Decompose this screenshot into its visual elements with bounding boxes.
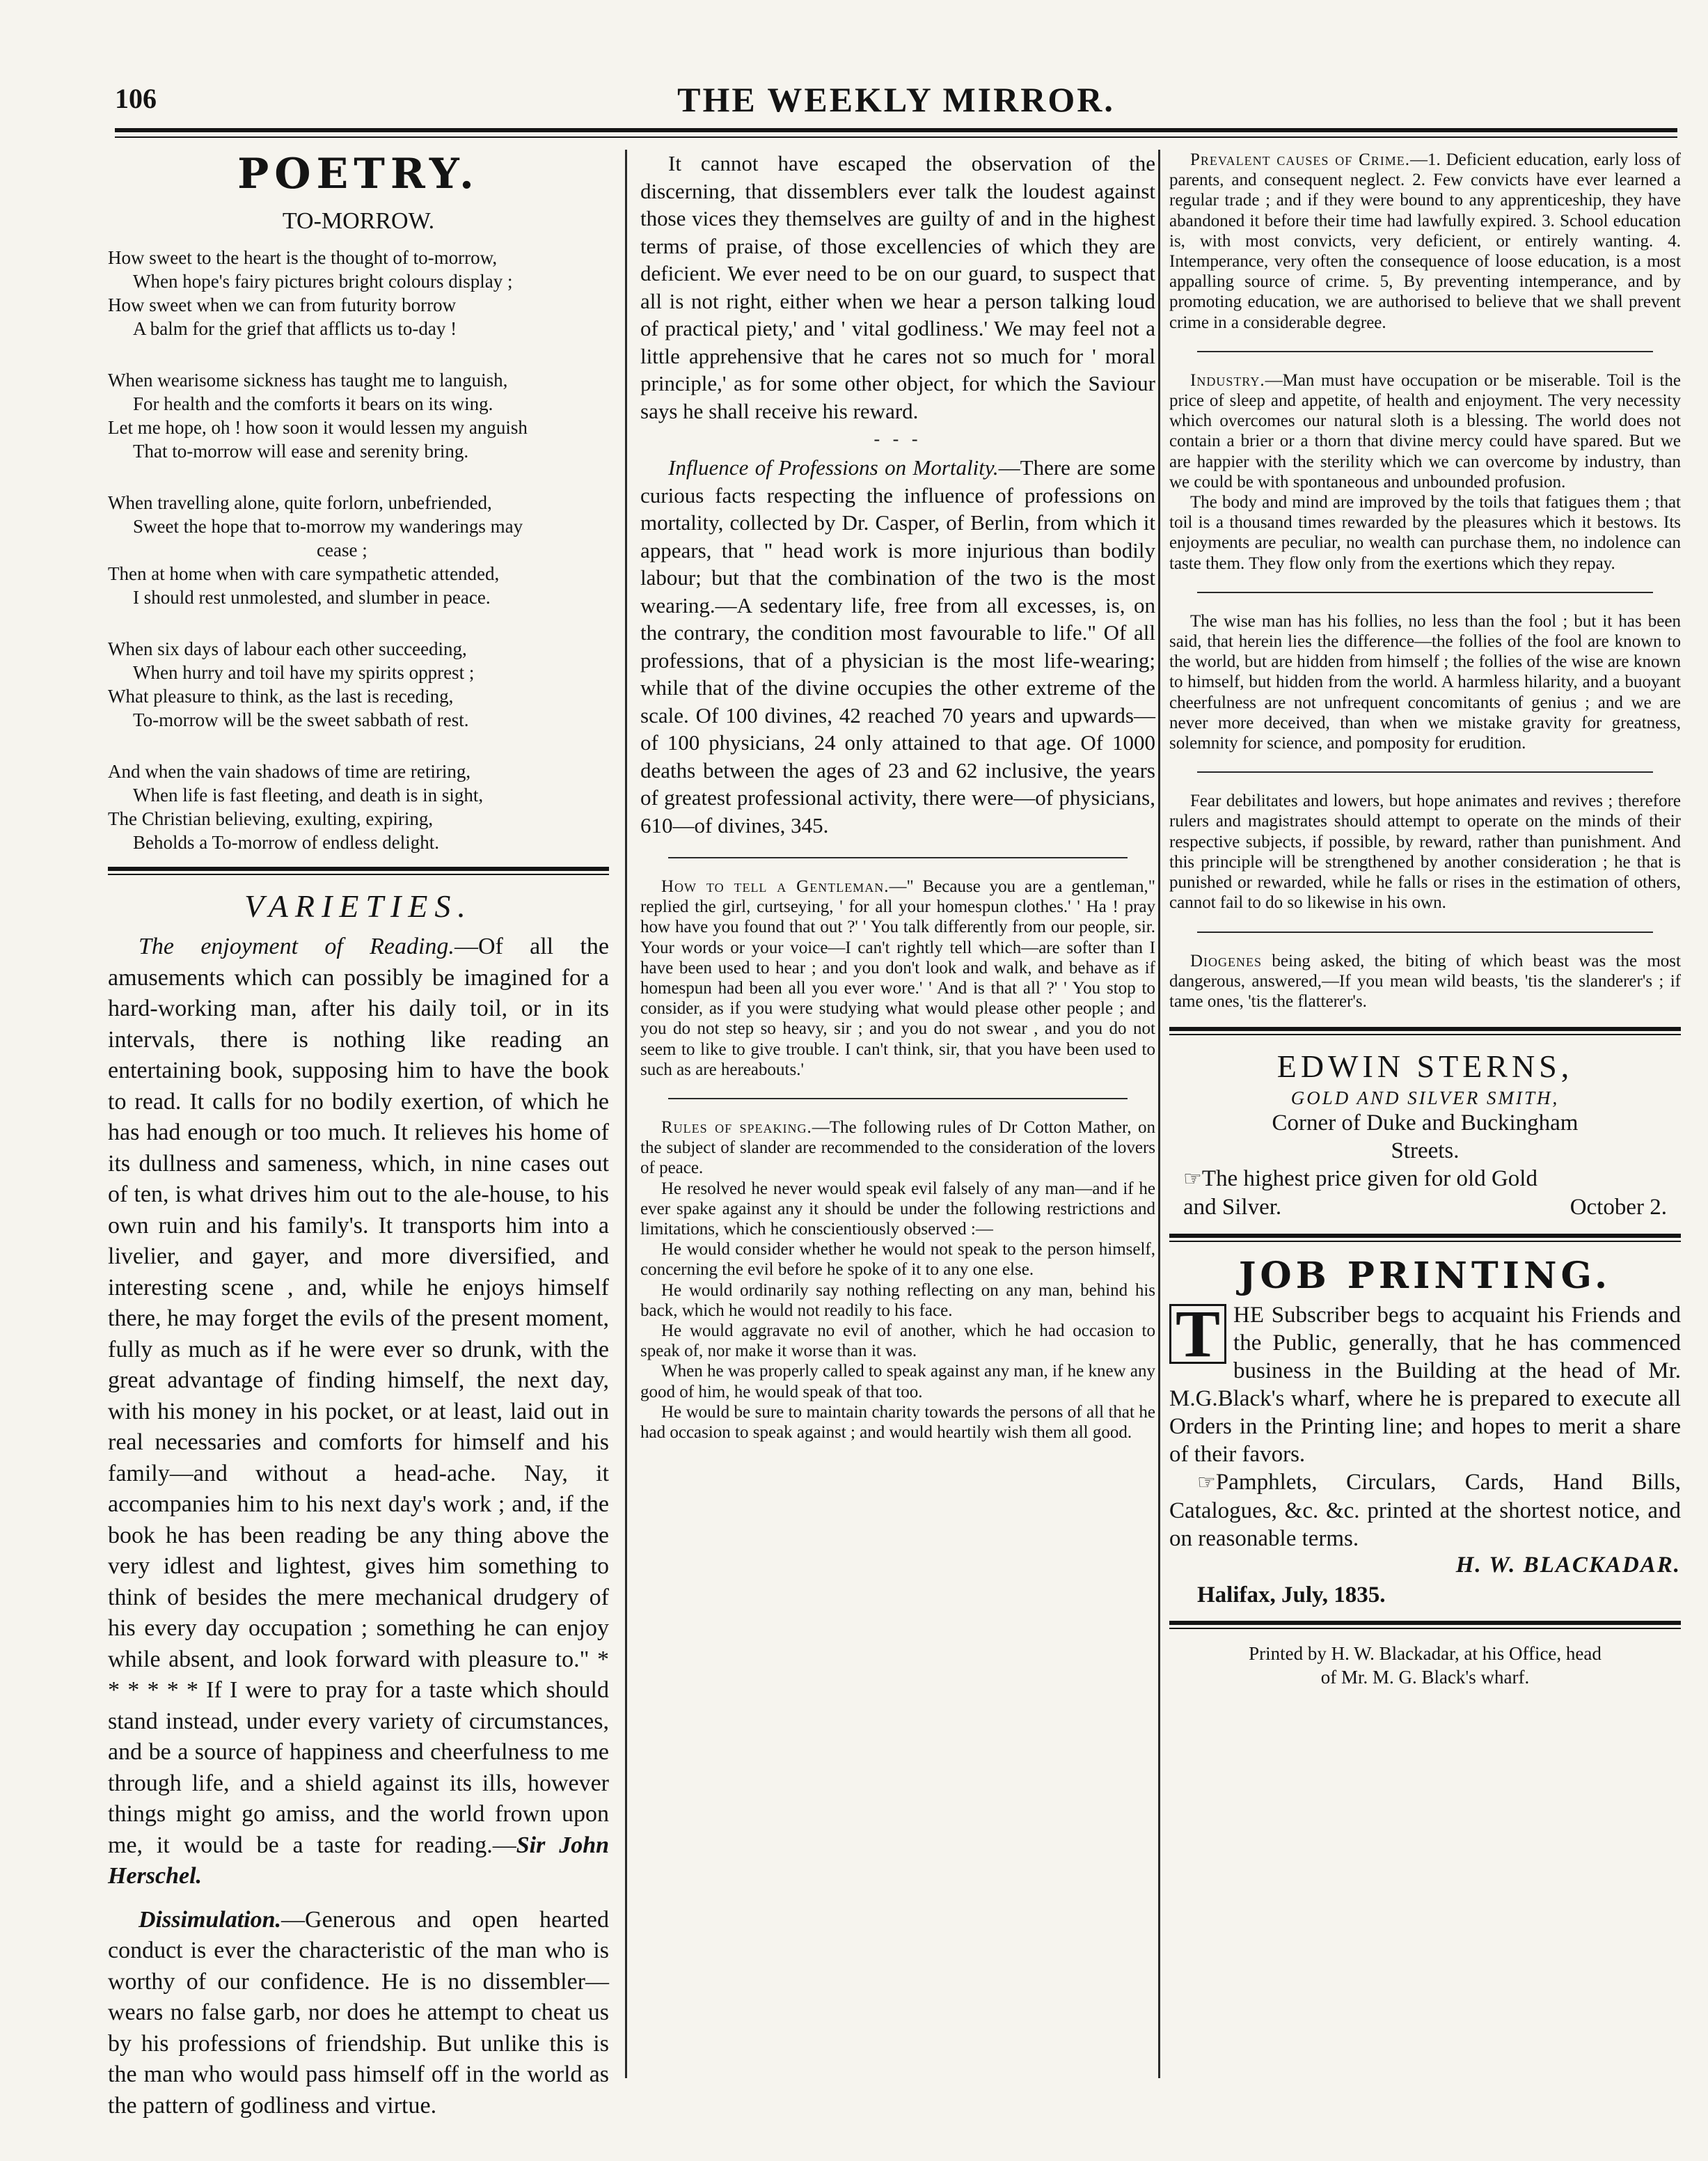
section-rule [1169, 1621, 1681, 1629]
printer-imprint: Printed by H. W. Blackadar, at his Office, head [1249, 1643, 1602, 1665]
verse-line: When wearisome sickness has taught me to languish, [108, 370, 508, 391]
advert-trade: GOLD AND SILVER SMITH, [1290, 1087, 1560, 1109]
column-divider [1158, 150, 1160, 2078]
column-middle [640, 150, 1155, 1443]
speaking-rule: When he was properly called to speak against any man, if he knew any good of him, he would speak of that too. [640, 1362, 1155, 1401]
article-wise-man: The wise man has his follies, no less than the fool ; but it has been said, that herein lies the difference—the follies of the fool are known to the world, but are hidden from himself ; the follies of the wise are known to himself, but hidden from the world. A harmless hilarity, and a buoyant cheerfulness are not unfrequent concomitants of genius ; and we are never more deceived, than when we mistake gravity for greatness, solemnity for science, and pomposity for erudition. [1169, 611, 1681, 753]
article-gentleman [640, 877, 1155, 1080]
verse-line: That to-morrow will ease and serenity bring. [133, 441, 469, 462]
column-left [108, 150, 609, 2121]
advert-sterns [1169, 1048, 1681, 1221]
article-text: —Generous and open hearted conduct is ever the characteristic of the man who is worthy of our confidence. He is no dissembler—wears no false garb, nor does he attempt to cheat us by his professions of friendship. But unlike this is the man who would pass himself off in the world as the pattern of godliness and virtue. [108, 1906, 609, 2119]
advert-signature: H. W. BLACKADAR. [1455, 1553, 1681, 1578]
article-heading: Prevalent causes of Crime. [1190, 150, 1410, 169]
article-heading: Dissimulation. [139, 1906, 282, 1933]
verse-line: And when the vain shadows of time are retiring, [108, 761, 471, 782]
verse-line: When life is fast fleeting, and death is in sight, [133, 785, 484, 806]
article-heading: Diogenes [1190, 951, 1263, 971]
verse-line: A balm for the grief that afflicts us to-day ! [133, 318, 457, 339]
verse-line: The Christian believing, exulting, expiring, [108, 808, 434, 829]
article-dissimulation-cont: It cannot have escaped the observation of the discerning, that dissemblers ever talk the loudest against those vices they themselves are guilty of and in the highest terms of praise, of those excellencies of which they are deficient. We ever need to be on our guard, to suspect that all is not right, either when we hear a person talking loud of practical piety,' and ' vital godliness.' We may feel not a little apprehensive that he cares not so much for ' moral principle,' as for some other object, for which the Saviour says he shall receive his reward. [640, 151, 1155, 423]
verse-line: When travelling alone, quite forlorn, unbefriended, [108, 492, 492, 513]
poem-stanza [108, 246, 609, 340]
speaking-rule: He would consider whether he would not speak to the person himself, concerning the evil before he spoke of it to any one else. [640, 1240, 1155, 1280]
advert-offer: ☞The highest price given for old Gold [1183, 1166, 1537, 1192]
verse-line: Sweet the hope that to-morrow my wanderings may [133, 516, 523, 537]
poem-stanza [108, 368, 609, 463]
poetry-heading: POETRY. [237, 150, 480, 198]
verse-line: For health and the comforts it bears on its wing. [133, 393, 493, 414]
verse-line: How sweet to the heart is the thought of to-morrow, [108, 247, 498, 268]
advert-offer: and Silver. [1183, 1195, 1282, 1220]
article-dissimulation [108, 1905, 609, 2122]
article-industry-cont: The body and mind are improved by the toils that fatigues them ; that toil is a thousand times rewarded by the pleasures which it bestows. Its enjoyments are peculiar, no wealth can purchase them, no indolence can taste them. They flow only from the exertions which they repay. [1169, 493, 1681, 573]
poem-stanza [108, 760, 609, 854]
page-header [115, 75, 1677, 124]
verse-line: cease ; [317, 540, 367, 560]
advert-text: ☞Pamphlets, Circulars, Cards, Hand Bills, Catalogues, &c. &c. printed at the shortest notice, and on reasonable terms. [1169, 1470, 1681, 1552]
header-rule-thin [115, 136, 1677, 138]
article-fear: Fear debilitates and lowers, but hope animates and revives ; therefore rulers and magistrates should attempt to operate on the minds of their respective subjects, if possible, by reward, rather than punishment. And this principle will be strengthened by another consideration ; he that is punished or rewarded, while he falls or rises in the estimation of others, cannot fail to do so likewise in his own. [1169, 792, 1681, 913]
article-speaking [640, 1117, 1155, 1179]
section-rule [1197, 592, 1653, 593]
article-text: being asked, the biting of which beast was the most dangerous, answered,—If you mean wild beasts, 'tis the slanderer's ; if tame ones, 'tis the flatterer's. [1169, 951, 1681, 1011]
masthead: THE WEEKLY MIRROR. [677, 80, 1115, 119]
article-text: —1. Deficient education, early loss of parents, and consequent neglect. 2. Few convicts have ever learned a regular trade ; and if they were bound to any apprenticeship, they have abandoned it before their time had lawfully expired. 3. School education is, with most convicts, very deficient, or entirely wanting. 4. Intemperance, very often the consequence of loose education, is a most appalling source of crime. 5, By preventing intemperance, and by promoting education, we are authorised to believe that we shall prevent crime in a considerable degree. [1169, 150, 1681, 332]
printer-imprint: of Mr. M. G. Black's wharf. [1320, 1667, 1530, 1688]
section-rule [108, 867, 609, 875]
article-text: —" Because you are a gentleman," replied the girl, curtseying, ' for all your homespun clothes.' ' Ha ! pray how have you found that out ?' ' You talk differently from our people, sir. Your words or your voice—I can't rightly tell which—are softer than I have been used to hear ; and you don't look and walk, and behave as if homespun had been all you ever wore.' ' And is that all ?' ' You stop to consider, as if you were studying what would please other people ; and you do not step so heavy, sir ; and you do not swear , and you do not seem to like to give trouble. I can't think, sir, that you have been used to such as are hereabouts.' [640, 877, 1155, 1079]
separator: - - - [873, 429, 922, 449]
article-diogenes [1169, 951, 1681, 1012]
advert-job-printing [1169, 1255, 1681, 1608]
verse-line: Beholds a To-morrow of endless delight. [133, 832, 440, 853]
speaking-rule: He would aggravate no evil of another, which he had occasion to speak of, nor make it worse than it was. [640, 1321, 1155, 1361]
article-heading: Influence of Professions on Mortality. [668, 455, 999, 480]
verse-line: How sweet when we can from futurity borrow [108, 294, 457, 315]
verse-line: Let me hope, oh ! how soon it would lessen my anguish [108, 417, 528, 438]
advert-name: EDWIN STERNS, [1276, 1048, 1574, 1085]
poem-stanza [108, 637, 609, 732]
advert-address: Streets. [1391, 1138, 1460, 1164]
speaking-rule: He would ordinarily say nothing reflecting on any man, behind his back, which he would not readily to his face. [640, 1280, 1155, 1320]
article-mortality [640, 454, 1155, 839]
article-author: Sir John Herschel. [108, 1832, 610, 1889]
verse-line: What pleasure to think, as the last is receding, [108, 686, 454, 707]
poem-stanza [108, 491, 609, 609]
section-rule [668, 1098, 1128, 1099]
section-rule [668, 857, 1128, 858]
section-rule [1197, 351, 1653, 352]
advert-date: October 2. [1569, 1195, 1667, 1220]
advert-address: Corner of Duke and Buckingham [1272, 1110, 1579, 1136]
article-crime [1169, 150, 1681, 333]
column-divider [625, 150, 627, 2078]
article-text: —Man must have occupation or be miserable. Toil is the price of sleep and appetite, of health and enjoyment. The very necessity which overcomes our natural sloth is a blessing. The world does not contain a brier or a thorn that divine mercy could have spared. But we are happier with the sterility which we can overcome by industry, than we could be with spontaneous and unbounded profusion. [1169, 370, 1681, 492]
article-industry [1169, 370, 1681, 492]
section-rule [1197, 771, 1653, 773]
advert-heading: JOB PRINTING. [1238, 1255, 1612, 1298]
article-heading: The enjoyment of Reading. [139, 934, 454, 959]
poem-title: TO-MORROW. [282, 208, 435, 234]
article-text: —The following rules of Dr Cotton Mather, on the subject of slander are recommended to the consideration of the lovers of peace. [640, 1118, 1155, 1178]
article-text: —Of all the amusements which can possibly be imagined for a hard-working man, after his daily toil, or in its intervals, there is nothing like reading an entertaining book, supposing him to have the book to read. It calls for no bodily exertion, of which he has had enough or too much. It relieves his home of its dullness and sameness, which, in nine cases out of ten, is what drives him out to the ale-house, to his own ruin and his family's. It transports him into a livelier, and gayer, and more diversified, and interesting scene , and, while he enjoys himself there, he may forget the evils of the present moment, fully as much as if he were ever so drunk, with the great advantage of finding himself, the next day, with his money in his pocket, or at least, laid out in real necessaries and comforts for himself and his family—and without a head-ache. Nay, it accompanies him to his next day's work ; and, if the book he has been reading be any thing above the very idlest and lightest, gives him something to think of besides the mere mechanical drudgery of his every day occupation ; something he can enjoy while absent, and look forward with pleasure to." * * * * * * If I were to pray for a taste which should stand instead, under every variety of circumstances, and be a source of happiness and cheerfulness to me through life, and a shield against its ills, however things might go amiss, and the world frown upon me, it would be a taste for reading.— [108, 934, 609, 1858]
verse-line: When six days of labour each other succeeding, [108, 638, 467, 659]
verse-line: When hope's fairy pictures bright colours display ; [133, 271, 513, 292]
drop-cap: T [1169, 1304, 1226, 1364]
verse-line: I should rest unmolested, and slumber in peace. [133, 587, 491, 608]
article-heading: Rules of speaking. [661, 1118, 812, 1138]
advert-text: T HE Subscriber begs to acquaint his Friends and the Public, generally, that he has commenced business in the Building at the head of Mr. M.G.Black's wharf, where he is prepared to execute all Orders in the Printing line; and hopes to merit a share of their favors. [1169, 1296, 1681, 1468]
advert-offer-row [1169, 1193, 1681, 1221]
article-heading: Industry. [1190, 370, 1265, 390]
section-rule [1197, 932, 1653, 933]
header-rule [115, 128, 1677, 132]
article-reading [108, 932, 609, 1892]
verse-line: When hurry and toil have my spirits opprest ; [133, 662, 475, 683]
varieties-heading: VARIETIES. [244, 888, 473, 924]
speaking-rule: He would be sure to maintain charity towards the persons of all that he had occasion to speak against ; and would heartily wish them all good. [640, 1402, 1155, 1443]
pointing-hand-icon: ☞ [1183, 1168, 1202, 1191]
pointing-hand-icon: ☞ [1197, 1471, 1216, 1495]
speaking-rule: He resolved he never would speak evil falsely of any man—and if he ever spake against any it should be under the following restrictions and limitations, which he conscientiously observed :— [640, 1179, 1155, 1239]
verse-line: Then at home when with care sympathetic attended, [108, 563, 500, 584]
advert-dateline: Halifax, July, 1835. [1197, 1582, 1386, 1608]
column-right [1169, 150, 1681, 1689]
article-heading: How to tell a Gentleman. [661, 877, 889, 896]
verse-line: To-morrow will be the sweet sabbath of rest. [133, 709, 469, 730]
section-rule [1169, 1027, 1681, 1035]
article-text: —There are some curious facts respecting the influence of professions on mortality, collected by Dr. Casper, of Berlin, from which it appears, that " head work is more injurious than bodily labour; but that the combination of the two is the most wearing.—A sedentary life, free from all excesses, is, on the contrary, the condition most favourable to life." Of all professions, that of a physician is the most life-wearing; while that of the divine occupies the other extreme of the scale. Of 100 divines, 42 reached 70 years and upwards—of 100 physicians, 24 only attained to that age. Of 1000 deaths between the ages of 23 and 62 inclusive, the years of greatest professional activity, there were—of physicians, 610—of divines, 345. [640, 455, 1155, 838]
section-rule [1169, 1234, 1681, 1242]
page-number: 106 [115, 83, 157, 114]
